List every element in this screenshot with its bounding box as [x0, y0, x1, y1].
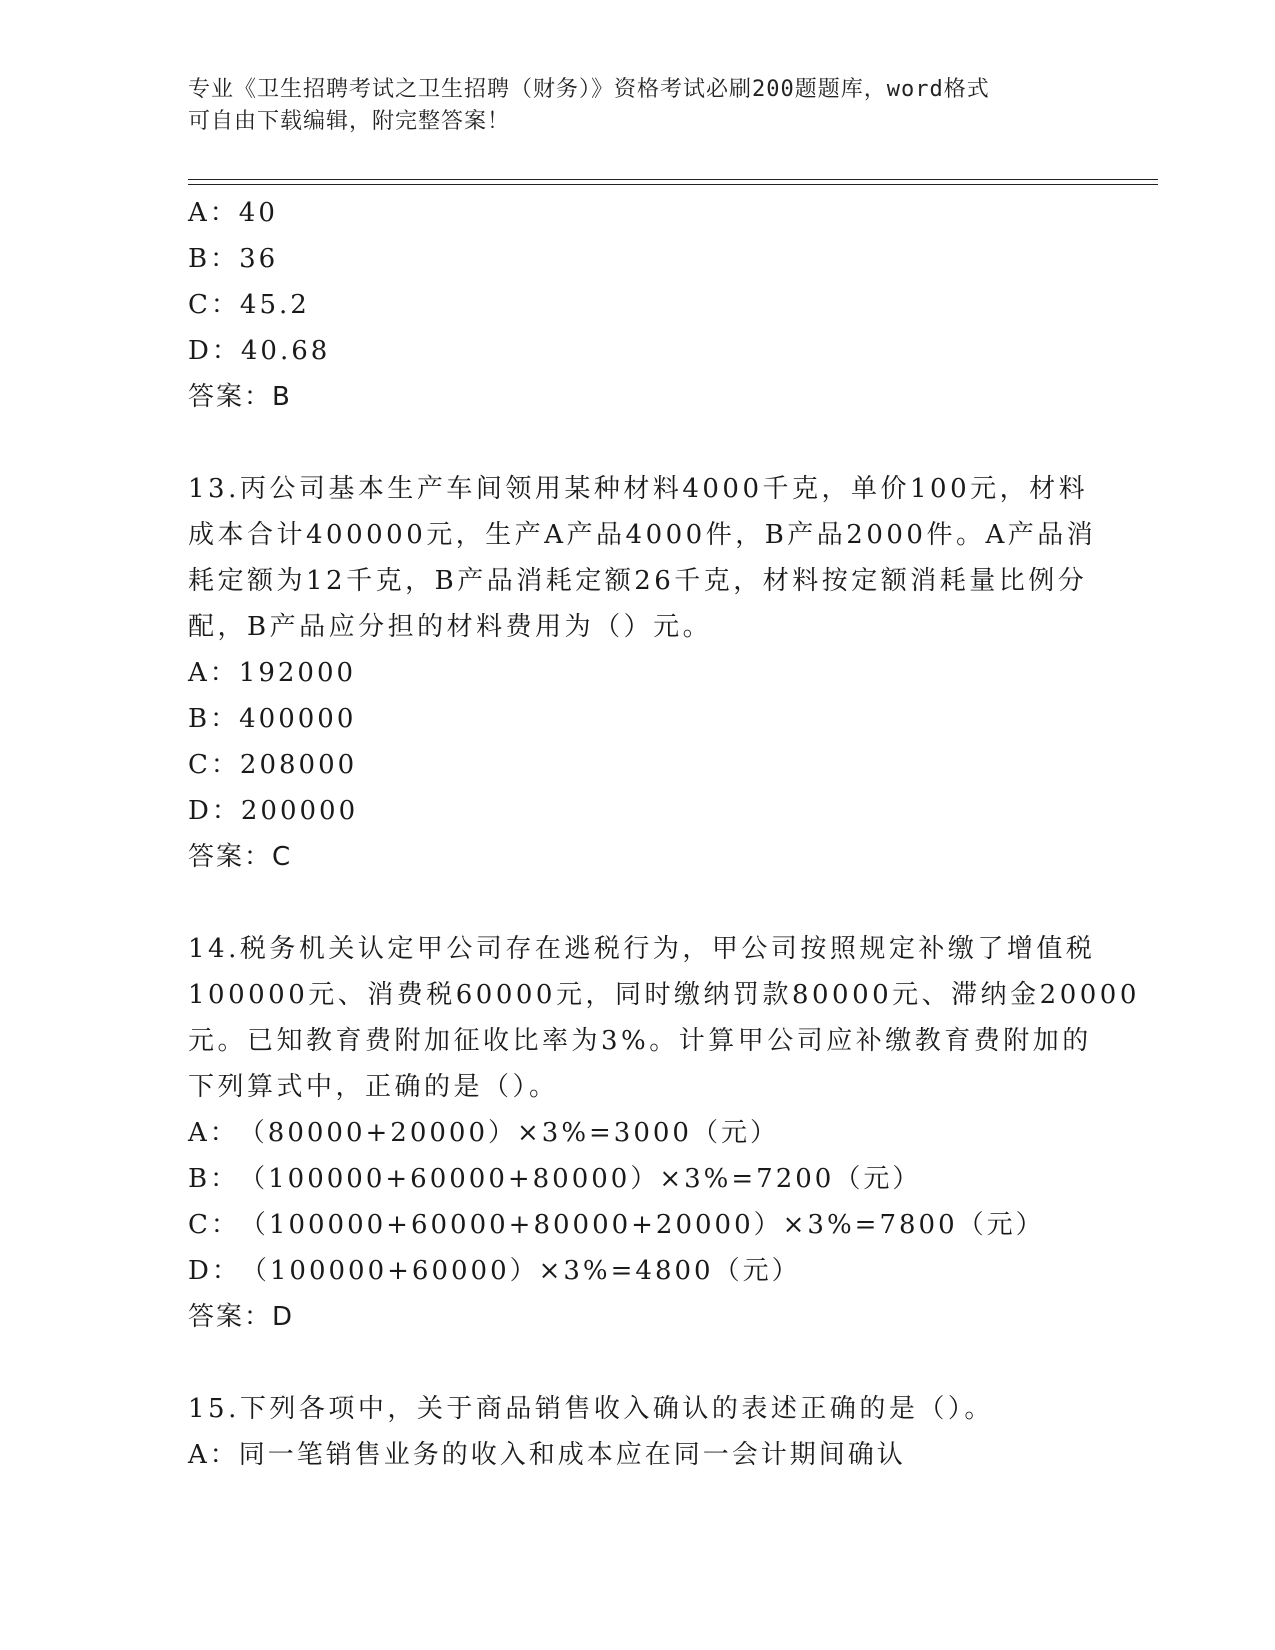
header-divider-top: [188, 179, 1158, 180]
header-divider-bottom: [188, 184, 1158, 185]
question-text: [188, 466, 1097, 650]
option-c: C：45.2: [188, 290, 310, 320]
option-a: A：40: [188, 198, 278, 228]
option-a: A：192000: [188, 658, 357, 688]
option-d: D：200000: [188, 796, 359, 826]
question-text-line: 100000元、消费税60000元，同时缴纳罚款80000元、滞纳金20000: [188, 980, 1140, 1010]
question-text-line: 成本合计400000元，生产A产品4000件，B产品2000件。A产品消: [188, 520, 1097, 550]
question-14: [188, 926, 1140, 1340]
question-text-line: 13.丙公司基本生产车间领用某种材料4000千克，单价100元，材料: [188, 474, 1089, 504]
option-d: D：（100000+60000）×3%=4800（元）: [188, 1256, 801, 1286]
option-d: D：40.68: [188, 336, 331, 366]
option-b: B：（100000+60000+80000）×3%=7200（元）: [188, 1164, 922, 1194]
option-b: B：400000: [188, 704, 357, 734]
question-15: [188, 1386, 1088, 1478]
option-a: A：同一笔销售业务的收入和成本应在同一会计期间确认: [188, 1440, 906, 1470]
header-line-1: 专业《卫生招聘考试之卫生招聘（财务）》资格考试必刷200题题库，word格式: [188, 77, 990, 102]
answer: 答案：B: [188, 382, 292, 412]
question-list: [188, 190, 1140, 1478]
document-header: [188, 74, 1088, 138]
header-line-2: 可自由下载编辑，附完整答案！: [188, 109, 511, 134]
question-text: [188, 1386, 1088, 1432]
question-text-line: 配，B产品应分担的材料费用为（）元。: [188, 612, 713, 642]
question-text-line: 元。已知教育费附加征收比率为3%。计算甲公司应补缴教育费附加的: [188, 1026, 1092, 1056]
question-text-line: 15.下列各项中，关于商品销售收入确认的表述正确的是（）。: [188, 1394, 994, 1424]
option-c: C：（100000+60000+80000+20000）×3%=7800（元）: [188, 1210, 1045, 1240]
option-a: A：（80000+20000）×3%=3000（元）: [188, 1118, 779, 1148]
question-text-line: 下列算式中，正确的是（）。: [188, 1072, 559, 1102]
question-text-line: 耗定额为12千克，B产品消耗定额26千克，材料按定额消耗量比例分: [188, 566, 1088, 596]
question-13: [188, 466, 1097, 880]
answer: 答案：C: [188, 842, 293, 872]
question-text: [188, 926, 1140, 1110]
option-c: C：208000: [188, 750, 358, 780]
answer: 答案：D: [188, 1302, 295, 1332]
option-b: B：36: [188, 244, 279, 274]
question-12: [188, 190, 1088, 420]
question-text-line: 14.税务机关认定甲公司存在逃税行为，甲公司按照规定补缴了增值税: [188, 934, 1096, 964]
